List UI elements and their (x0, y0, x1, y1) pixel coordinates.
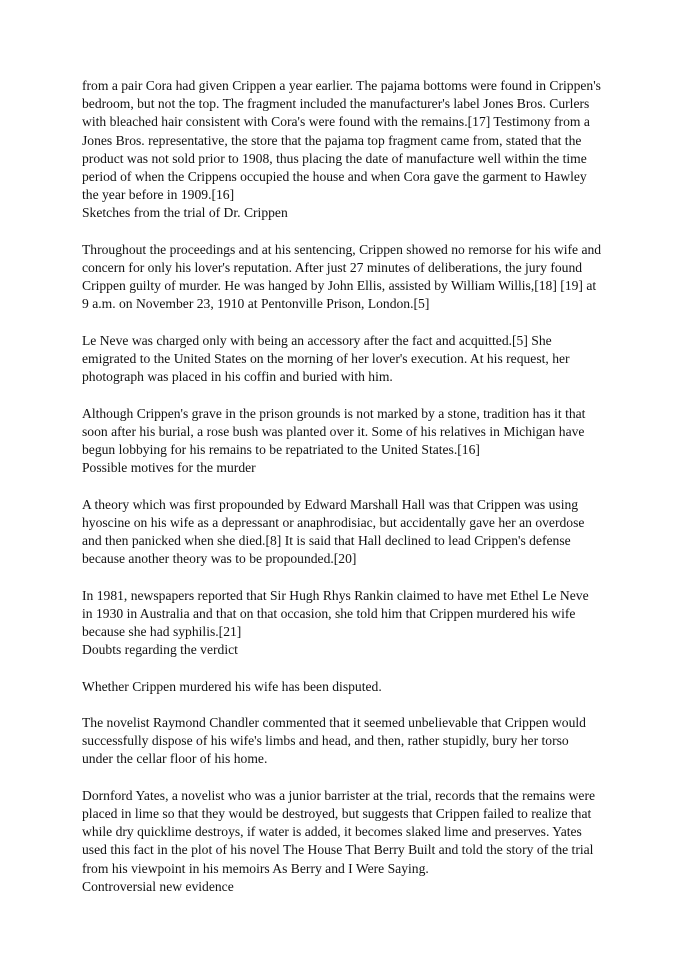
text-line: photograph was placed in his coffin and buried with him. (82, 369, 393, 385)
text-line: with bleached hair consistent with Cora's were found with the remains.[17] Testimony from a (82, 114, 590, 130)
text-line: because another theory was to be propounded.[20] (82, 551, 357, 567)
text-line: Jones Bros. representative, the store that the pajama top fragment came from, stated that the (82, 132, 582, 148)
text-line: emigrated to the United States on the morning of her lover's execution. At his request, her (82, 351, 570, 367)
text-line: the year before in 1909.[16] (82, 187, 235, 203)
text-line: because she had syphilis.[21] (82, 624, 242, 640)
text-line: from his viewpoint in his memoirs As Berry and I Were Saying. (82, 860, 429, 876)
text-line: soon after his burial, a rose bush was planted over it. Some of his relatives in Michigan have (82, 423, 585, 439)
section-heading: Sketches from the trial of Dr. Crippen (82, 205, 288, 221)
document-page (82, 77, 602, 914)
section-heading: Controversial new evidence (82, 878, 234, 894)
text-line: Throughout the proceedings and at his sentencing, Crippen showed no remorse for his wife (82, 241, 579, 257)
text-line: hyoscine on his wife as a depressant or anaphrodisiac, but accidentally gave her an overdose (82, 514, 585, 530)
text-line: product was not sold prior to 1908, thus placing the date of manufacture well within the time (82, 150, 587, 166)
text-line: Le Neve was charged only with being an accessory after the fact and acquitted.[5] She (82, 332, 552, 348)
text-line: Dornford Yates, a novelist who was a junior barrister at the trial, records that the remains were (82, 787, 596, 803)
text-line: Whether Crippen murdered his wife has been disputed. (82, 678, 382, 694)
text-line: and then panicked when she died.[8] It is said that Hall declined to lead Crippen's defense (82, 533, 571, 549)
text-line: found Crippen guilty of murder. He was hanged by John Ellis, assisted by William Willis,[18] (82, 260, 583, 294)
text-line: while dry quicklime destroys, if water is added, it becomes slaked lime and preserves. Yates (82, 824, 582, 840)
text-line: placed in lime so that they would be destroyed, but suggests that Crippen failed to realize that (82, 806, 592, 821)
paragraph (82, 678, 602, 696)
text-line: bedroom, but not the top. The fragment included the manufacturer's label Jones Bros. Curlers (82, 96, 590, 112)
text-line: begun lobbying for his remains to be repatriated to the United States.[16] (82, 442, 480, 458)
text-line: and concern for only his lover's reputation. After just 27 minutes of deliberations, the jury (82, 241, 602, 276)
text-line: used this fact in the plot of his novel The House That Berry Built and told the story of the trial (82, 842, 594, 858)
text-line: The novelist Raymond Chandler commented that it seemed unbelievable that Crippen would (82, 715, 586, 730)
paragraph (82, 714, 602, 769)
text-line: under the cellar floor of his home. (82, 751, 268, 767)
text-line: In 1981, newspapers reported that Sir Hugh Rhys Rankin claimed to have met Ethel Le Neve in (82, 587, 589, 621)
text-line: period of when the Crippens occupied the house and when Cora gave the garment to Hawley (82, 169, 587, 185)
paragraph (82, 496, 602, 569)
paragraph (82, 332, 602, 387)
section-heading: Possible motives for the murder (82, 460, 256, 476)
paragraph (82, 405, 602, 478)
paragraph (82, 77, 602, 223)
text-line: 1930 in Australia and that on that occasion, she told him that Crippen murdered his wife (95, 605, 576, 621)
paragraph (82, 241, 602, 314)
text-line: A theory which was first propounded by Edward Marshall Hall was that Crippen was using (82, 496, 579, 512)
text-line: [19] at 9 a.m. on November 23, 1910 at Pentonville Prison, London.[5] (82, 278, 597, 312)
paragraph (82, 587, 602, 660)
text-line: from a pair Cora had given Crippen a year earlier. The pajama bottoms were found in Crippen's (82, 78, 601, 93)
paragraph (82, 787, 602, 896)
text-line: successfully dispose of his wife's limbs and head, and then, rather stupidly, bury her torso (82, 733, 569, 749)
section-heading: Doubts regarding the verdict (82, 642, 238, 658)
text-line: Although Crippen's grave in the prison grounds is not marked by a stone, tradition has it that (82, 405, 586, 421)
